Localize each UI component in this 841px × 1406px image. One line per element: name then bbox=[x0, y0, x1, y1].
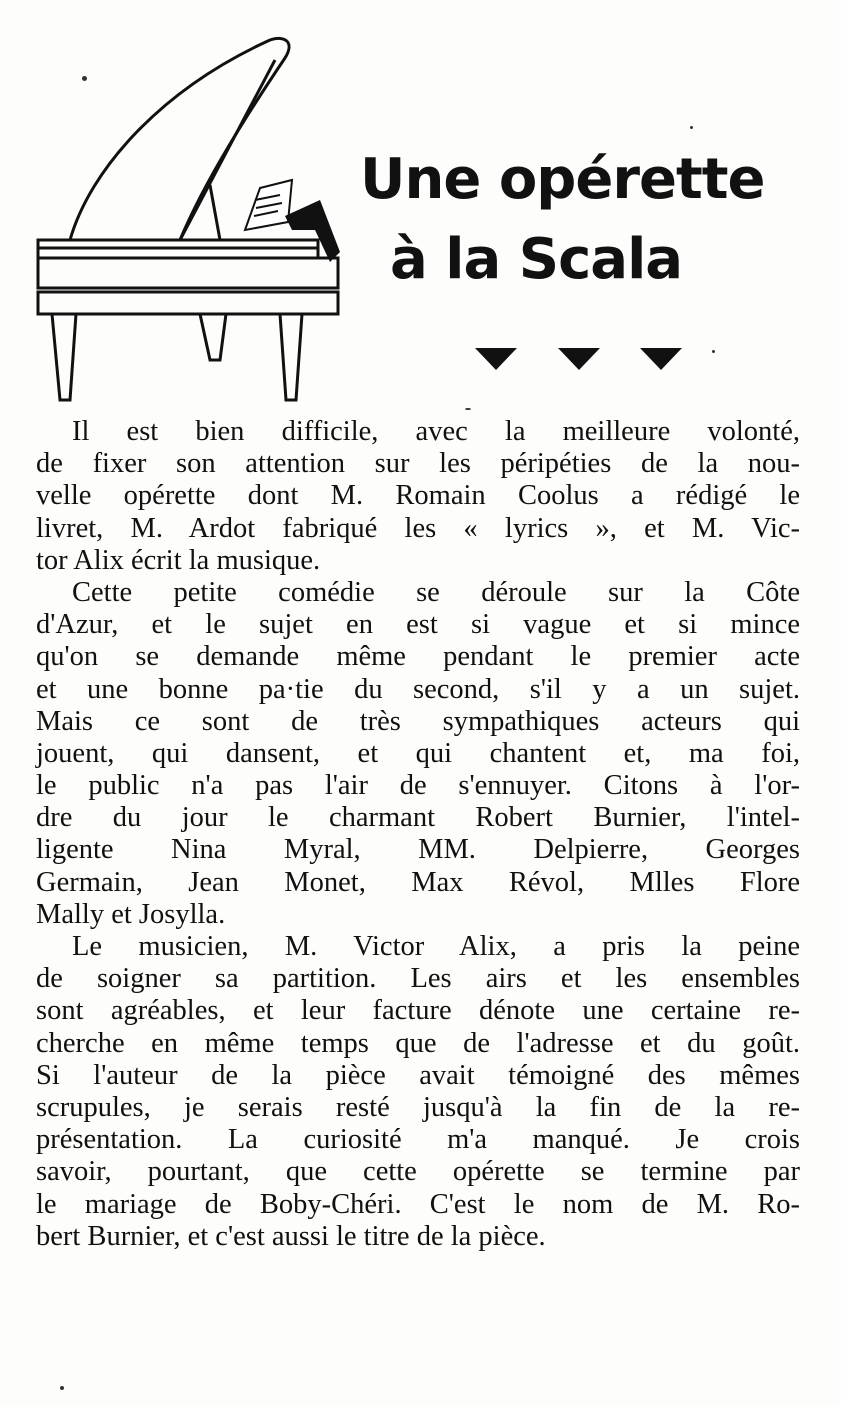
text-line: Germain, Jean Monet, Max Révol, Mlles Flore bbox=[36, 866, 800, 898]
text-line: qu'on se demande même pendant le premier acte bbox=[36, 641, 800, 673]
text-line: Le musicien, M. Victor Alix, a pris la peine bbox=[72, 931, 800, 962]
text-line: de soigner sa partition. Les airs et les ensembles bbox=[36, 963, 800, 995]
article-body bbox=[36, 416, 800, 1253]
down-triangle-icon bbox=[558, 348, 600, 370]
text-line: sont agréables, et leur facture dénote une certaine re- bbox=[36, 995, 800, 1027]
down-triangle-icon bbox=[475, 348, 517, 370]
title-line-1: Une opérette bbox=[360, 147, 765, 212]
grand-piano-icon bbox=[30, 30, 350, 410]
paragraph-2 bbox=[36, 577, 800, 931]
paragraph-1 bbox=[36, 416, 800, 577]
down-triangle-icon bbox=[640, 348, 682, 370]
text-line: et une bonne pa·tie du second, s'il y a un sujet. bbox=[36, 673, 800, 705]
triangle-ornament-divider bbox=[470, 340, 700, 380]
paragraph-3 bbox=[36, 931, 800, 1253]
text-line: d'Azur, et le sujet en est si vague et si mince bbox=[36, 609, 800, 641]
print-speck bbox=[690, 126, 693, 129]
text-line: le mariage de Boby-Chéri. C'est le nom de M. Ro- bbox=[36, 1188, 800, 1220]
text-line: tor Alix écrit la musique. bbox=[36, 544, 321, 576]
text-line: ligente Nina Myral, MM. Delpierre, Georges bbox=[36, 834, 800, 866]
text-line: Il est bien difficile, avec la meilleure volonté, bbox=[72, 416, 800, 447]
title-line-2: à la Scala bbox=[390, 227, 683, 292]
text-line: dre du jour le charmant Robert Burnier, l'intel- bbox=[36, 802, 800, 834]
text-line: jouent, qui dansent, et qui chantent et, ma foi, bbox=[36, 737, 800, 769]
text-line: de fixer son attention sur les péripéties de la nou- bbox=[36, 448, 800, 480]
text-line: présentation. La curiosité m'a manqué. Je crois bbox=[36, 1124, 800, 1156]
text-line: bert Burnier, et c'est aussi le titre de la pièce. bbox=[36, 1220, 546, 1252]
text-line: livret, M. Ardot fabriqué les « lyrics », et M. Vic- bbox=[36, 512, 800, 544]
print-speck bbox=[60, 1386, 64, 1390]
text-line: Si l'auteur de la pièce avait témoigné des mêmes bbox=[36, 1059, 800, 1091]
print-speck bbox=[82, 76, 87, 81]
text-line: savoir, pourtant, que cette opérette se termine par bbox=[36, 1156, 800, 1188]
text-line: Cette petite comédie se déroule sur la Côte bbox=[72, 576, 800, 608]
print-speck bbox=[712, 350, 715, 353]
text-line: velle opérette dont M. Romain Coolus a rédigé le bbox=[36, 480, 800, 512]
text-line: Mais ce sont de très sympathiques acteurs qui bbox=[36, 705, 800, 737]
text-line: scrupules, je serais resté jusqu'à la fin de la re- bbox=[36, 1091, 800, 1123]
print-speck bbox=[465, 408, 471, 410]
text-line: le public n'a pas l'air de s'ennuyer. Citons à l'or- bbox=[36, 770, 800, 802]
text-line: Mally et Josylla. bbox=[36, 898, 226, 930]
text-line: cherche en même temps que de l'adresse et du goût. bbox=[36, 1027, 800, 1059]
